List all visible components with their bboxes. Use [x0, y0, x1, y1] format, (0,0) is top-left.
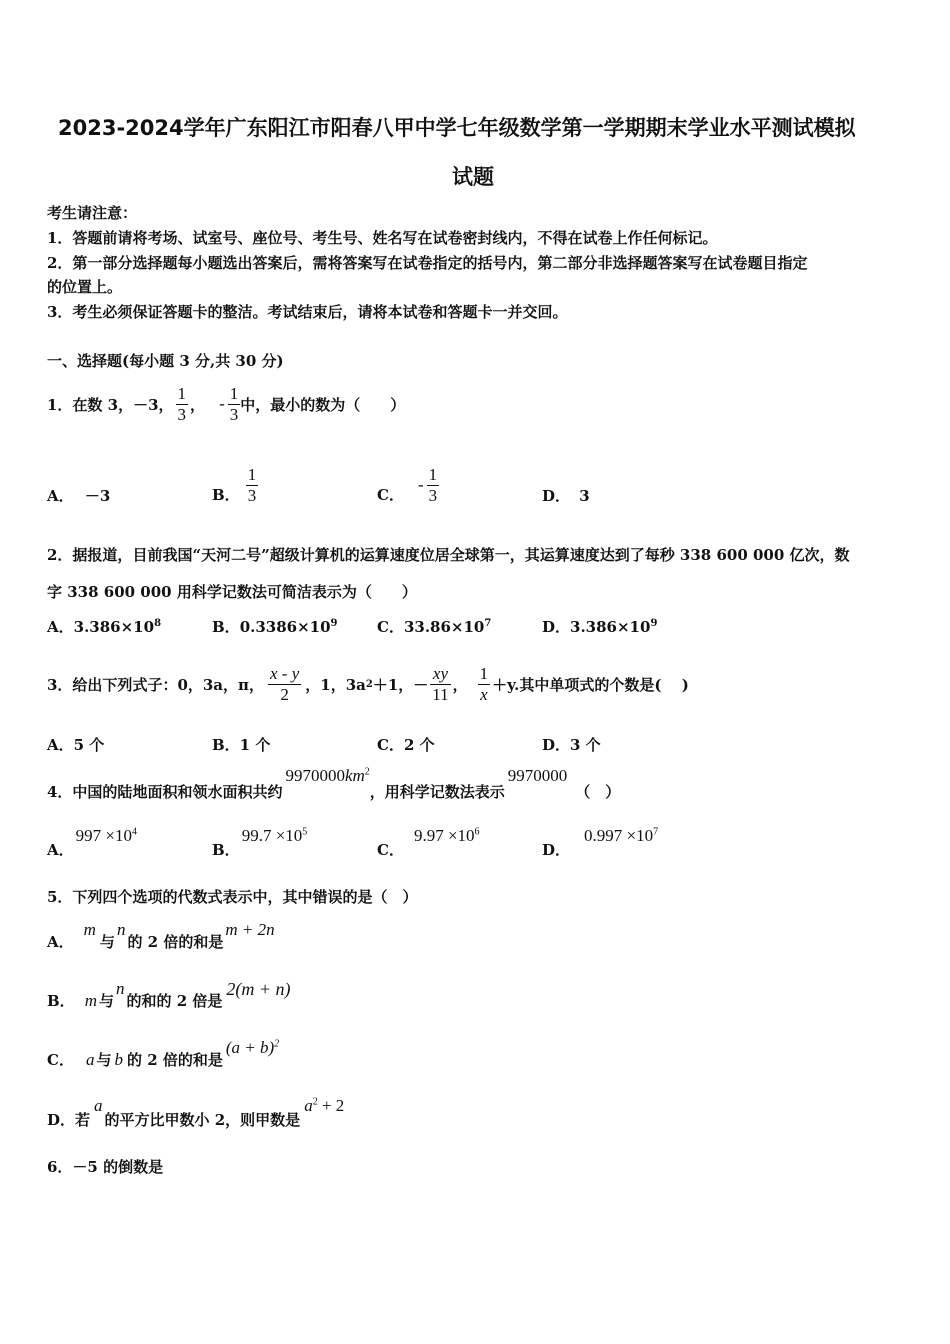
- q1-stem: [47, 374, 405, 434]
- q1-option-b[interactable]: [212, 460, 258, 510]
- q5-option-c-b: b: [114, 1050, 123, 1069]
- q3-mid-exp: 2: [365, 678, 373, 690]
- q2-option-a[interactable]: [47, 616, 161, 637]
- q3-fraction-xy: [430, 664, 450, 705]
- q5-option-d-exp: 2: [312, 1096, 318, 1108]
- q4-option-b[interactable]: [212, 826, 307, 860]
- q3-mid-text-2: ＋1，－: [372, 675, 429, 694]
- q1-fraction: [176, 384, 189, 425]
- q4-option-b-label: B．: [212, 841, 240, 859]
- q1-option-b-label: B．: [212, 485, 240, 504]
- q4-answer-paren: （ ）: [575, 783, 621, 801]
- q4-option-c-value: 9.97 ×10: [413, 826, 475, 845]
- q3-frac2-num: xy: [430, 664, 450, 685]
- q5-option-a[interactable]: [47, 920, 275, 952]
- q1-option-c-minus: -: [417, 475, 424, 494]
- q4-area-num: 9970000: [285, 766, 345, 785]
- q2-option-b-label: B．: [212, 618, 240, 636]
- q4-option-d-value: 0.997 ×10: [584, 826, 654, 845]
- q2-option-c[interactable]: [377, 616, 491, 637]
- notice-item-3: 3．考生必须保证答题卡的整洁。考试结束后，请将本试卷和答题卡一并交回。: [47, 303, 568, 321]
- q1-minus: -: [219, 394, 225, 413]
- q5-option-b-m: m: [84, 991, 97, 1010]
- q1-option-a-value: －3: [84, 487, 111, 505]
- q4-option-a-exp: 4: [131, 826, 137, 838]
- q5-option-b-text: 的和的 2 倍是: [126, 992, 223, 1010]
- q5-option-a-n: n: [116, 920, 126, 939]
- q3-frac1-num: x - y: [270, 663, 300, 683]
- notice-item-2a: 2．第一部分选择题每小题选出答案后，需将答案写在试卷指定的括号内，第二部分非选择题答案写在试卷题目指定: [47, 254, 808, 272]
- q2-option-a-value: 3.386×10: [73, 618, 155, 636]
- q2-option-b-value: 0.3386×10: [239, 618, 331, 636]
- q5-option-c-label: C．: [47, 1051, 74, 1069]
- q1-opt-b-num: 1: [247, 464, 257, 484]
- q5-option-a-expr: m + 2n: [225, 920, 275, 939]
- section-heading: 一、选择题(每小题 3 分,共 30 分): [47, 352, 284, 370]
- q3-option-d[interactable]: D．3 个: [542, 736, 601, 754]
- q1-option-c-fraction: [427, 465, 440, 506]
- q2-option-d-exp: 9: [650, 618, 658, 629]
- q4-option-c-exp: 6: [474, 826, 480, 838]
- q4-area-unit: km: [344, 766, 365, 785]
- q1-neg-frac-den: 3: [229, 404, 239, 424]
- q5-option-c-text: 的 2 倍的和是: [126, 1051, 223, 1069]
- q3-frac2-den: 11: [432, 684, 449, 704]
- q4-stem: [47, 766, 620, 802]
- q3-option-c[interactable]: C．2 个: [377, 736, 435, 754]
- q4-option-a-value: 997 ×10: [75, 826, 132, 845]
- notice-heading: 考生请注意：: [47, 204, 138, 222]
- q4-option-c-label: C．: [377, 841, 404, 859]
- q4-option-a[interactable]: [47, 826, 137, 860]
- q3-fraction-1-over-x: [478, 664, 491, 705]
- q5-option-d-label: D．若: [47, 1111, 91, 1129]
- q4-stem-mid: ，用科学记数法表示: [369, 783, 505, 801]
- q3-stem: [47, 648, 689, 720]
- q2-option-d-value: 3.386×10: [570, 618, 651, 636]
- q5-option-c-with: 与: [96, 1051, 112, 1069]
- q1-opt-c-den: 3: [428, 485, 438, 505]
- q5-option-a-label: A．: [47, 933, 74, 951]
- q5-option-c[interactable]: [47, 1038, 279, 1070]
- q2-stem-line2: 字 338 600 000 用科学记数法可简洁表示为（ ）: [47, 583, 417, 601]
- q5-option-d-expr: [304, 1096, 344, 1116]
- q1-neg-fraction: [228, 384, 241, 425]
- q5-option-c-expr-base: (a + b): [225, 1038, 275, 1057]
- q4-option-d[interactable]: [542, 826, 658, 860]
- q1-option-a-label: A．: [47, 487, 74, 505]
- q5-option-b-n: n: [115, 979, 125, 998]
- q3-stem-tail: ＋y.其中单项式的个数是( ): [492, 675, 689, 694]
- notice-item-1: 1．答题前请将考场、试室号、座位号、考生号、姓名写在试卷密封线内，不得在试卷上作任何标记。: [47, 229, 718, 247]
- q5-option-a-with: 与: [99, 933, 115, 951]
- q1-option-c-label: C．: [377, 485, 404, 504]
- q2-option-c-label: C．: [377, 618, 404, 636]
- q1-neg-frac-num: 1: [229, 383, 239, 403]
- q2-option-d[interactable]: [542, 616, 657, 637]
- q4-stem-text: 4．中国的陆地面积和领水面积共约: [47, 783, 283, 801]
- q2-option-b-exp: 9: [330, 618, 338, 629]
- q1-opt-c-num: 1: [428, 464, 438, 484]
- q1-stem-text: 1．在数 3，－3，: [47, 395, 174, 414]
- q3-comma: ，: [452, 675, 468, 694]
- q1-opt-b-den: 3: [247, 485, 257, 505]
- page-title-line2: 试题: [452, 165, 494, 189]
- q3-option-b[interactable]: B．1 个: [212, 736, 271, 754]
- q1-frac-den: 3: [177, 404, 187, 424]
- q4-option-d-expr: [584, 826, 658, 846]
- q5-option-c-a: a: [85, 1050, 95, 1069]
- q5-option-d-text: 的平方比甲数小 2，则甲数是: [104, 1111, 301, 1129]
- q5-option-b-with: 与: [98, 992, 114, 1010]
- q4-option-a-label: A．: [47, 841, 74, 859]
- q3-stem-text: 3．给出下列式子：0，3a，π，: [47, 675, 265, 694]
- q2-option-a-label: A．: [47, 618, 74, 636]
- q4-option-a-expr: [76, 826, 137, 846]
- q4-option-d-exp: 7: [653, 826, 659, 838]
- q1-frac-num: 1: [177, 383, 187, 403]
- q6-stem: 6．－5 的倒数是: [47, 1158, 164, 1176]
- q4-option-d-label: D．: [542, 841, 571, 859]
- q4-option-c[interactable]: [377, 826, 480, 860]
- q5-option-c-exp: 2: [274, 1038, 280, 1050]
- q5-option-b-expr: 2(m + n): [226, 979, 291, 999]
- q5-option-d-a: a: [94, 1096, 103, 1115]
- q5-stem: 5．下列四个选项的代数式表示中，其中错误的是（ ）: [47, 888, 418, 906]
- q4-value: 9970000: [507, 766, 568, 785]
- q5-option-b[interactable]: [47, 979, 291, 1011]
- q4-option-b-exp: 5: [302, 826, 308, 838]
- q1-option-a[interactable]: [47, 485, 110, 506]
- q1-option-c[interactable]: [377, 460, 439, 510]
- q1-option-b-fraction: [246, 465, 259, 506]
- q3-frac3-num: 1: [479, 663, 489, 683]
- q3-frac1-den: 2: [280, 684, 289, 704]
- q3-frac3-den: x: [480, 684, 488, 704]
- q2-option-c-value: 33.86×10: [403, 618, 485, 636]
- notice-item-2b: 的位置上。: [47, 278, 123, 296]
- q2-option-c-exp: 7: [484, 618, 492, 629]
- q1-comma: ，: [190, 395, 206, 414]
- q4-option-b-value: 99.7 ×10: [241, 826, 303, 845]
- q5-option-d[interactable]: [47, 1096, 344, 1130]
- q4-area-value: [285, 766, 369, 786]
- q1-option-d-label: D．: [542, 487, 571, 505]
- q5-option-d-expr-b: + 2: [317, 1096, 345, 1115]
- q5-option-a-m: m: [83, 920, 96, 939]
- q1-option-d-value: 3: [579, 487, 590, 505]
- q2-option-d-label: D．: [542, 618, 571, 636]
- q3-option-a[interactable]: A．5 个: [47, 736, 105, 754]
- page-title-line1: 2023-2024学年广东阳江市阳春八甲中学七年级数学第一学期期末学业水平测试模拟: [58, 116, 856, 140]
- q2-option-b[interactable]: [212, 616, 338, 637]
- q5-option-a-text: 的 2 倍的和是: [127, 933, 224, 951]
- q1-stem-tail: 中，最小的数为（ ）: [240, 395, 406, 414]
- q1-option-d[interactable]: [542, 485, 590, 506]
- q4-option-c-expr: [414, 826, 480, 846]
- q5-option-b-label: B．: [47, 992, 75, 1010]
- q2-option-a-exp: 8: [154, 618, 162, 629]
- q4-area-exp: 2: [364, 766, 370, 778]
- q5-option-d-expr-a: a: [304, 1096, 313, 1115]
- q3-mid-text: ，1，3a: [305, 675, 366, 694]
- q3-fraction-x-minus-y: [268, 664, 301, 705]
- q4-option-b-expr: [242, 826, 308, 846]
- q2-stem-line1: 2．据报道，目前我国“天河二号”超级计算机的运算速度位居全球第一，其运算速度达到了每秒 338 600 000 亿次，数: [47, 546, 850, 564]
- q5-option-c-expr: [226, 1038, 279, 1058]
